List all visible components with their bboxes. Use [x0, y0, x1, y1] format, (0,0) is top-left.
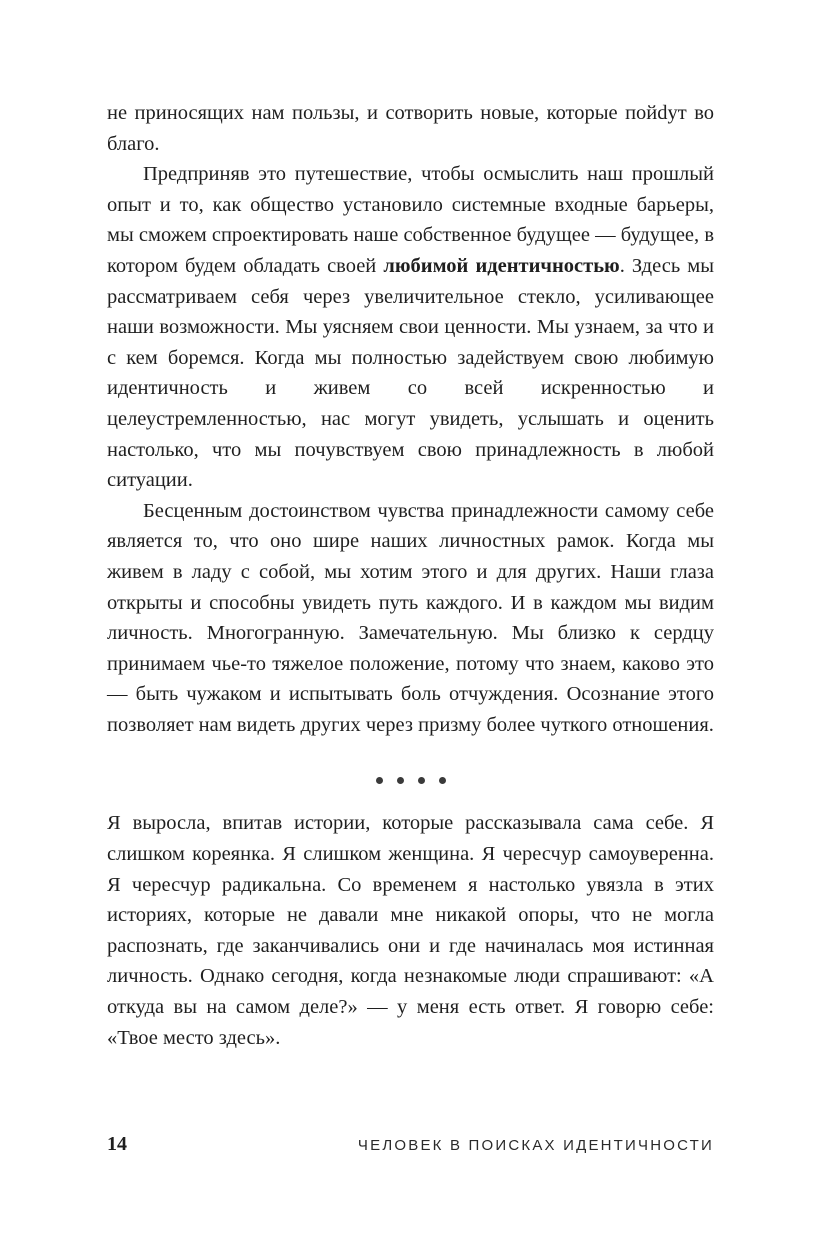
- running-title: ЧЕЛОВЕК В ПОИСКАХ ИДЕНТИЧНОСТИ: [357, 1137, 714, 1154]
- page-footer: [107, 1133, 714, 1156]
- separator-dot: [397, 777, 404, 784]
- paragraph-2-text-end: . Здесь мы рассматриваем себя через увеличительное стекло, усиливающее наши возможности. Мы уясняем свои ценности. Мы узнаем, за что и с кем боремся. Когда мы полностью задействуем свою любимую идентичность и живем со всей искренностью и целеустремленностью, нас могут увидеть, услышать и оценить настолько, что мы почувствуем свою принадлежность в любой ситуации.: [107, 254, 714, 492]
- paragraph-1: не приносящих нам пользы, и сотворить новые, которые пойdут во благо.: [107, 102, 714, 155]
- separator-dot: [418, 777, 425, 784]
- section-separator: [107, 774, 714, 786]
- paragraph-4: Я выросла, впитав истории, которые рассказывала сама себе. Я слишком кореянка. Я слишком женщина. Я чересчур самоуверенна. Я чересчур радикальна. Со временем я настолько увязла в этих историях, которые не давали мне никакой опоры, что не могла распознать, где заканчивались они и где начиналась моя истинная личность. Однако сегодня, когда незнакомые люди спрашивают: «А откуда вы на самом деле?» — у меня есть ответ. Я говорю себе: «Твое место здесь».: [107, 812, 714, 1049]
- page-number: 14: [107, 1133, 127, 1155]
- separator-dot: [439, 777, 446, 784]
- page-body: [107, 98, 714, 1053]
- paragraph-2-text-start: Предприняв это путешествие, чтобы осмыслить наш прошлый опыт и то, как общество установило системные входные барьеры, мы сможем спроектировать наше собственное будущее — будущее, в котором будем обладать своей: [107, 163, 714, 277]
- paragraph-3: Бесценным достоинством чувства принадлежности самому себе является то, что оно шире наших личностных рамок. Когда мы живем в ладу с собой, мы хотим этого и для других. Наши глаза открыты и способны увидеть путь каждого. И в каждом мы видим личность. Многогранную. Замечательную. Мы близко к сердцу принимаем чье-то тяжелое положение, потому что знаем, каково это — быть чужаком и испытывать боль отчуждения. Осознание этого позволяет нам видеть других через призму более чуткого отношения.: [107, 499, 714, 736]
- paragraph-2-bold-term: любимой идентичностью: [383, 254, 620, 277]
- paragraph-2: [107, 159, 714, 496]
- separator-dot: [376, 777, 383, 784]
